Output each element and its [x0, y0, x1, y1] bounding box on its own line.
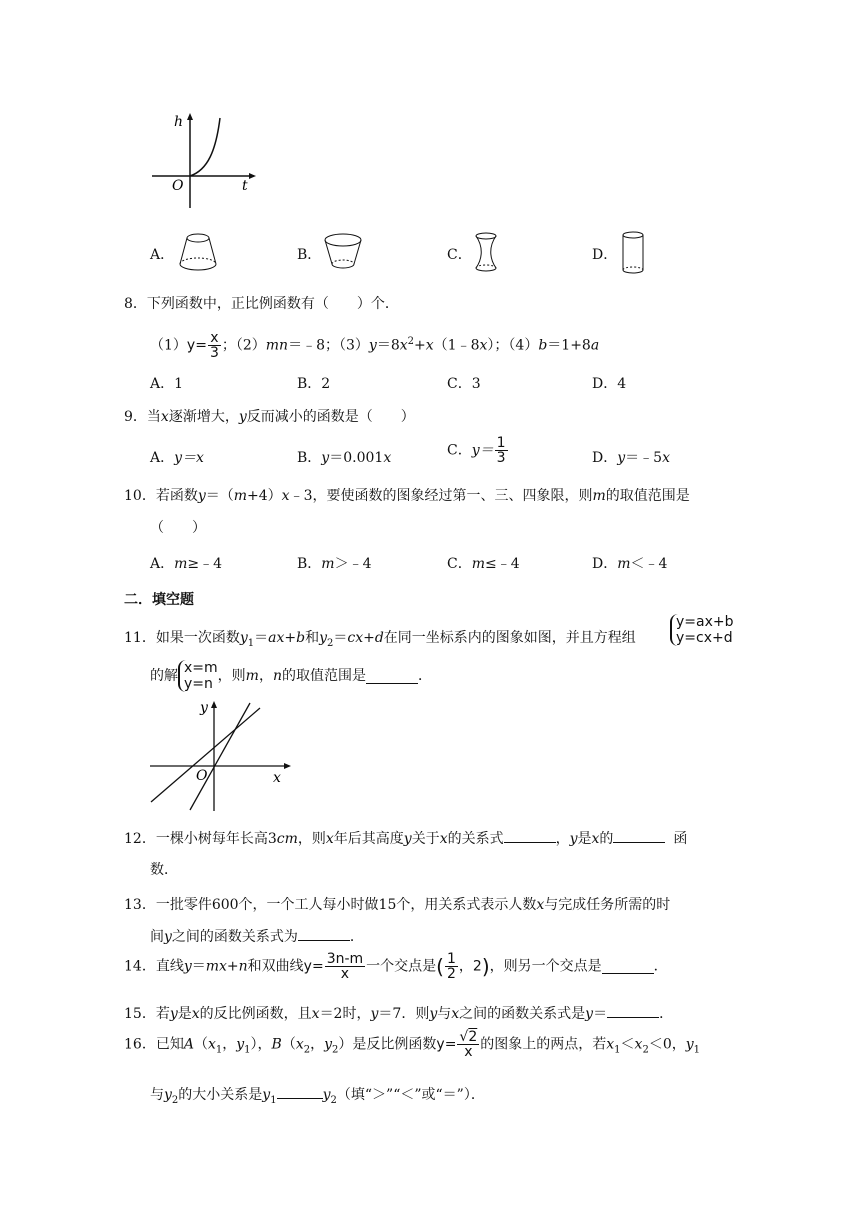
- q7-height-time-graph: [150, 110, 260, 210]
- q12-line1: 12．一棵小树每年长高3cm，则x年后其高度y关于x的关系式 ，y是x的 函: [124, 828, 687, 848]
- q10-option-a[interactable]: A．m≥﹣4: [150, 556, 223, 572]
- q7-option-b-label: B．: [297, 247, 322, 263]
- q9-option-a[interactable]: A．y＝x: [150, 450, 204, 466]
- q12-answer-blank-1[interactable]: [504, 828, 556, 843]
- q11-two-lines-graph: [148, 698, 293, 813]
- fraction-1-over-2: $\frac{1}{2}$: [446, 951, 456, 982]
- frustum-wide-top-icon: [321, 230, 365, 274]
- q9-option-d[interactable]: D．y＝﹣5x: [592, 450, 670, 466]
- q13-line2: 间y之间的函数关系式为 ．: [150, 926, 364, 946]
- q14-line: 14．直线y＝mx+n和双曲线y= $\frac{3n-m}{x}$ 一个交点是( $\frac{1}{2}$ ，2)，则另一个交点是 ．: [124, 951, 668, 982]
- q15-answer-blank[interactable]: [607, 1003, 659, 1018]
- frustum-narrow-top-icon: [176, 230, 220, 274]
- q11-equation-system: y=ax+b y=cx+d: [670, 614, 734, 646]
- q8-items: （1）y= $\frac{x}{3}$ ；（2）mn＝﹣8；$(3)y=8x^2+x(1﹣8x)$；（4）b＝1+8a: [150, 330, 600, 362]
- q11-solution-system: x=m y=n: [178, 660, 218, 692]
- fraction-x-over-3: $\frac{x}{3}$: [209, 330, 219, 362]
- q8-option-a[interactable]: A．1: [150, 376, 184, 392]
- q7-option-d-label: D．: [592, 247, 618, 263]
- q7-option-c-label: C．: [447, 247, 472, 263]
- fraction-1-over-3: $\frac{1}{3}$: [496, 435, 506, 466]
- q8-stem: 8．下列函数中，正比例函数有（ ）个．: [124, 296, 399, 312]
- fig11-x-label: x: [273, 770, 281, 786]
- q8-option-b[interactable]: B．2: [297, 376, 331, 392]
- q12-line2: 数．: [150, 862, 178, 878]
- q7-option-a-label: A．: [150, 247, 175, 263]
- fraction-sqrt2-over-x: $\frac{√2}{x}$: [459, 1029, 478, 1060]
- fraction-3n-m-over-x: $\frac{3n-m}{x}$: [326, 951, 364, 982]
- q10-option-c[interactable]: C．m≤﹣4: [447, 556, 520, 572]
- q10-stem: 10．若函数y＝（m+4）x﹣3，要使函数的图象经过第一、三、四象限，则m的取值范围是: [124, 488, 690, 504]
- fig7-h-label: h: [174, 114, 184, 130]
- fig11-y-label: y: [200, 700, 208, 716]
- q14-answer-blank[interactable]: [602, 959, 654, 974]
- q10-option-d[interactable]: D．m＜﹣4: [592, 556, 668, 572]
- q9-stem: 9．当x逐渐增大，y反而减小的函数是（ ）: [124, 409, 415, 425]
- q11-line2: 的解 x=m y=n ，则m，n的取值范围是 ．: [150, 660, 432, 693]
- section-title-fill-in: 二．填空题: [124, 592, 194, 608]
- q16-line2: 与$y_2$的大小关系是$y_1$ $y_2$（填“＞”“＜”或“＝”）．: [150, 1084, 485, 1106]
- q16-line1: 16．已知$A(x_1$，$y_1$），$B(x_2$，$y_2$）是反比例函数y= $\frac{√2}{x}$ 的图象上的两点，若$x_1<x_2<0$，$y_1$: [124, 1029, 701, 1060]
- q16-answer-blank[interactable]: [277, 1084, 323, 1099]
- q15-line: 15．若y是x的反比例函数，且x＝2时，y＝7．则y与x之间的函数关系式是y＝ ．: [124, 1003, 673, 1023]
- q8-option-c[interactable]: C．3: [447, 376, 481, 392]
- q13-answer-blank[interactable]: [298, 926, 350, 941]
- q8-option-d[interactable]: D．4: [592, 376, 627, 392]
- cylinder-icon: [618, 230, 648, 276]
- q12-answer-blank-2[interactable]: [613, 828, 665, 843]
- fig11-origin-label: O: [196, 768, 208, 784]
- q9-option-c[interactable]: C．y＝ $\frac{1}{3}$: [447, 435, 506, 466]
- q11-line1: 11．如果一次函数$y_1=ax+b$和$y_2=cx+d$在同一坐标系内的图象如图，并且方程组: [124, 630, 636, 649]
- fig7-origin-label: O: [172, 178, 184, 194]
- q9-option-b[interactable]: B．y＝0.001x: [297, 450, 392, 466]
- q13-line1: 13．一批零件600个，一个工人每小时做15个，用关系式表示人数x与完成任务所需的时: [124, 897, 671, 913]
- hourglass-vessel-icon: [471, 230, 501, 274]
- q10-answer-parens: （ ）: [150, 520, 206, 536]
- q10-option-b[interactable]: B．m＞﹣4: [297, 556, 372, 572]
- fig7-t-label: t: [242, 178, 248, 194]
- q11-answer-blank[interactable]: [366, 669, 418, 684]
